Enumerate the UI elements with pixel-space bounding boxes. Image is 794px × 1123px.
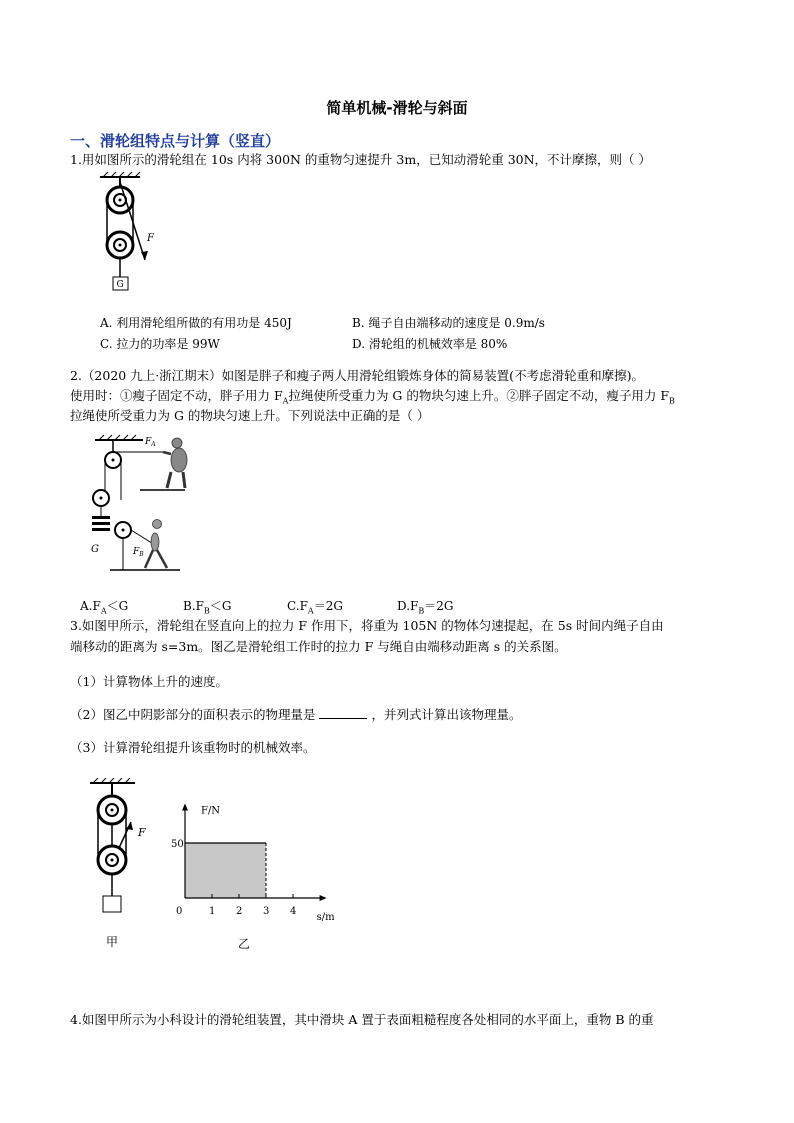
q3-sub2: （2）图乙中阴影部分的面积表示的物理量是 ，并列式计算出该物理量。 [70,707,522,722]
q3-sub1: （1）计算物体上升的速度。 [70,674,228,689]
q3-line1: 3.如图甲所示，滑轮组在竖直向上的拉力 F 作用下，将重为 105N 的物体匀速提起，在 5s 时间内绳子自由 [70,618,664,633]
q3-line2: 端移动的距离为 s=3m。图乙是滑轮组工作时的拉力 F 与绳自由端移动距离 s 的关系图。 [70,639,567,654]
q1-stem: 1.用如图所示的滑轮组在 10s 内将 300N 的重物匀速提升 3m，已知动滑轮重 30N，不计摩擦，则（ ） [70,152,652,167]
q2-fb-label: $F_B$ [133,547,144,558]
q4-line1: 4.如图甲所示为小科设计的滑轮组装置，其中滑块 A 置于表面粗糙程度各处相同的水平面上，重物 B 的重 [70,1012,654,1027]
x-tick-label: 1 [209,906,216,917]
q2-line3: 拉绳使所受重力为 G 的物块匀速上升。下列说法中正确的是（ ） [70,408,430,423]
page-title: 简单机械-滑轮与斜面 [326,99,468,117]
force-distance-chart [170,788,340,923]
x-tick-label: 3 [263,906,270,917]
q1-option-d: D. 滑轮组的机械效率是 80% [352,337,508,351]
x-tick-label: 2 [236,906,243,917]
answer-blank [319,706,367,719]
x-axis-arrow [320,895,327,901]
fat-person-illustration [163,438,187,488]
q2-line2: 使用时：①瘦子固定不动，胖子用力 $F_A$拉绳使所受重力为 G 的物块匀速上升。②胖子固定不动，瘦子用力 $F_B$ [70,388,675,406]
q1-weight-label: G [116,280,124,290]
q3-sub3: （3）计算滑轮组提升该重物时的机械效率。 [70,740,316,755]
fig-label-yi: 乙 [238,937,251,951]
q2-option-c: $C.F_A=2G$ [287,599,343,616]
q2-option-a: $A.F_A<G$ [80,599,129,616]
section-heading: 一、滑轮组特点与计算（竖直） [70,132,281,150]
q1-option-c: C. 拉力的功率是 99W [100,337,220,351]
q3-pulley-figure [85,778,165,918]
shaded-area [185,843,266,898]
x-tick-label: 4 [290,906,297,917]
q1-pulley-figure [95,172,175,292]
x-tick-label: 0 [176,906,183,917]
q1-force-label: F [147,233,154,244]
thin-person-illustration [145,520,167,569]
q2-option-b: $B.F_B<G$ [183,599,232,616]
y-axis-arrow [182,804,188,811]
y-axis-label: F/N [201,805,221,817]
q2-figure [85,430,195,585]
x-axis-label: s/m [316,912,335,923]
fig-label-jia: 甲 [106,935,119,949]
q2-g-label: G [91,544,99,555]
q2-option-d: $D.F_B=2G$ [397,599,454,616]
q2-line1: 2.（2020 九上·浙江期末）如图是胖子和瘦子两人用滑轮组锻炼身体的简易装置(不考虑滑轮重和摩擦)。 [70,368,644,383]
q1-option-b: B. 绳子自由端移动的速度是 0.9m/s [352,316,545,330]
y-tick-label: 50 [171,839,184,850]
q2-fa-label: $F_A$ [145,437,156,448]
q1-option-a: A. 利用滑轮组所做的有用功是 450J [100,316,292,330]
q3-force-label: F [138,826,146,839]
